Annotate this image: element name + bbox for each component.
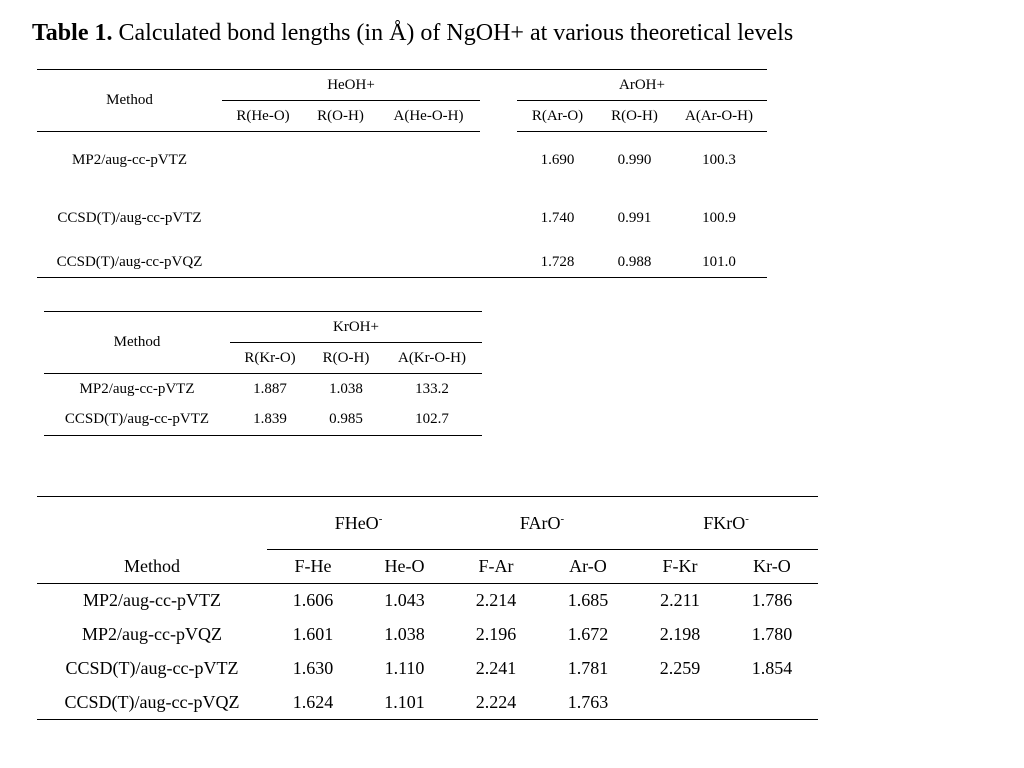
value-cell: 2.211	[660, 590, 700, 611]
value-cell: 1.630	[292, 658, 334, 678]
value-cell: 1.043	[384, 590, 425, 611]
table-fngo	[37, 496, 818, 720]
value-cell	[304, 190, 377, 248]
group-header-faro	[450, 497, 634, 550]
table-row	[37, 190, 767, 248]
sub-header: A(Kr-O-H)	[382, 343, 482, 374]
group-header-aroh: ArOH+	[517, 70, 767, 101]
value-cell: 1.780	[751, 624, 793, 644]
group-gap	[480, 132, 517, 190]
value-cell	[634, 686, 726, 720]
value-cell: 1.690	[540, 152, 575, 169]
sub-header: F-Ar	[450, 550, 542, 584]
table-row	[37, 618, 818, 652]
charge-sup: -	[560, 512, 565, 525]
table-row	[37, 248, 767, 278]
group-header-fkro	[634, 497, 818, 550]
method-cell: MP2/aug-cc-pVTZ	[79, 380, 195, 397]
table-row	[44, 405, 482, 436]
sub-header: Kr-O	[726, 550, 818, 584]
sub-header: He-O	[359, 550, 450, 584]
table-row	[37, 652, 818, 686]
method-cell: CCSD(T)/aug-cc-pVQZ	[37, 686, 267, 720]
table-row	[37, 686, 818, 720]
sub-header: R(Kr-O)	[230, 343, 310, 374]
value-cell	[726, 686, 818, 720]
value-cell: 1.101	[359, 686, 450, 720]
method-header: Method	[44, 312, 230, 374]
sub-header: R(He-O)	[222, 101, 304, 132]
value-cell: 2.259	[659, 658, 701, 678]
value-cell: 0.990	[617, 152, 652, 169]
table-kroh	[44, 311, 482, 436]
method-cell: CCSD(T)/aug-cc-pVTZ	[57, 210, 202, 226]
method-cell: CCSD(T)/aug-cc-pVTZ	[44, 405, 230, 436]
value-cell: 1.763	[542, 686, 634, 720]
value-cell: 2.198	[659, 624, 701, 644]
charge-sup: -	[745, 512, 749, 525]
value-cell: 100.9	[702, 210, 736, 226]
value-cell: 0.988	[598, 248, 671, 278]
method-header: Method	[37, 550, 267, 584]
group-gap	[480, 70, 517, 101]
value-cell: 1.781	[567, 658, 609, 678]
method-cell: CCSD(T)/aug-cc-pVTZ	[65, 658, 239, 678]
value-cell: 0.985	[310, 405, 382, 436]
value-cell: 1.854	[751, 658, 793, 678]
group-gap	[480, 190, 517, 248]
sub-header: Ar-O	[542, 550, 634, 584]
value-cell: 2.224	[450, 686, 542, 720]
value-cell	[304, 248, 377, 278]
value-cell: 133.2	[415, 380, 449, 397]
sub-header: F-He	[267, 550, 359, 584]
group-header-fheo	[267, 497, 450, 550]
table-heoh-aroh	[37, 69, 767, 278]
value-cell: 102.7	[382, 405, 482, 436]
group-formula: FKrO	[703, 512, 746, 533]
group-header-heoh: HeOH+	[222, 70, 480, 101]
method-header-spacer	[37, 497, 267, 550]
value-cell: 1.624	[267, 686, 359, 720]
value-cell: 2.241	[475, 658, 517, 678]
method-cell: MP2/aug-cc-pVQZ	[82, 624, 222, 644]
value-cell: 101.0	[671, 248, 767, 278]
value-cell: 1.887	[253, 380, 287, 397]
value-cell: 1.110	[384, 658, 425, 678]
value-cell: 2.196	[475, 624, 517, 644]
method-cell: CCSD(T)/aug-cc-pVQZ	[37, 248, 222, 278]
sub-header: R(O-H)	[310, 343, 382, 374]
value-cell: 1.601	[292, 624, 334, 644]
group-gap	[480, 248, 517, 278]
method-cell: MP2/aug-cc-pVTZ	[83, 590, 221, 611]
value-cell	[377, 132, 480, 190]
group-header-kroh: KrOH+	[230, 312, 482, 343]
value-cell: 2.214	[475, 590, 517, 611]
value-cell: 1.685	[567, 590, 609, 611]
sub-header: R(Ar-O)	[517, 101, 598, 132]
value-cell: 1.038	[384, 624, 425, 644]
group-gap	[480, 101, 517, 132]
charge-sup: -	[378, 512, 383, 525]
value-cell: 1.786	[751, 590, 793, 611]
caption-label: Table 1.	[32, 20, 113, 46]
sub-header: A(Ar-O-H)	[671, 101, 767, 132]
value-cell: 1.038	[329, 380, 363, 397]
sub-header: R(O-H)	[304, 101, 377, 132]
method-cell: MP2/aug-cc-pVTZ	[72, 152, 187, 169]
table-row	[37, 132, 767, 190]
value-cell: 1.672	[567, 624, 609, 644]
value-cell: 1.728	[517, 248, 598, 278]
value-cell: 1.740	[540, 210, 575, 226]
table-row	[37, 584, 818, 618]
value-cell	[304, 132, 377, 190]
value-cell	[222, 132, 304, 190]
value-cell	[377, 190, 480, 248]
value-cell	[377, 248, 480, 278]
value-cell: 1.606	[292, 590, 334, 611]
sub-header: F-Kr	[634, 550, 726, 584]
value-cell: 100.3	[702, 152, 736, 169]
group-formula: FArO	[519, 512, 561, 533]
method-header: Method	[37, 70, 222, 132]
value-cell	[222, 248, 304, 278]
group-formula: FHeO	[334, 512, 379, 533]
caption-text: Calculated bond lengths (in Å) of NgOH+ at various theoretical levels	[118, 20, 794, 46]
sub-header: R(O-H)	[598, 101, 671, 132]
table-row	[44, 374, 482, 405]
value-cell: 0.991	[617, 210, 652, 226]
table-caption	[32, 20, 793, 47]
sub-header: A(He-O-H)	[377, 101, 480, 132]
value-cell	[222, 190, 304, 248]
value-cell: 1.839	[230, 405, 310, 436]
